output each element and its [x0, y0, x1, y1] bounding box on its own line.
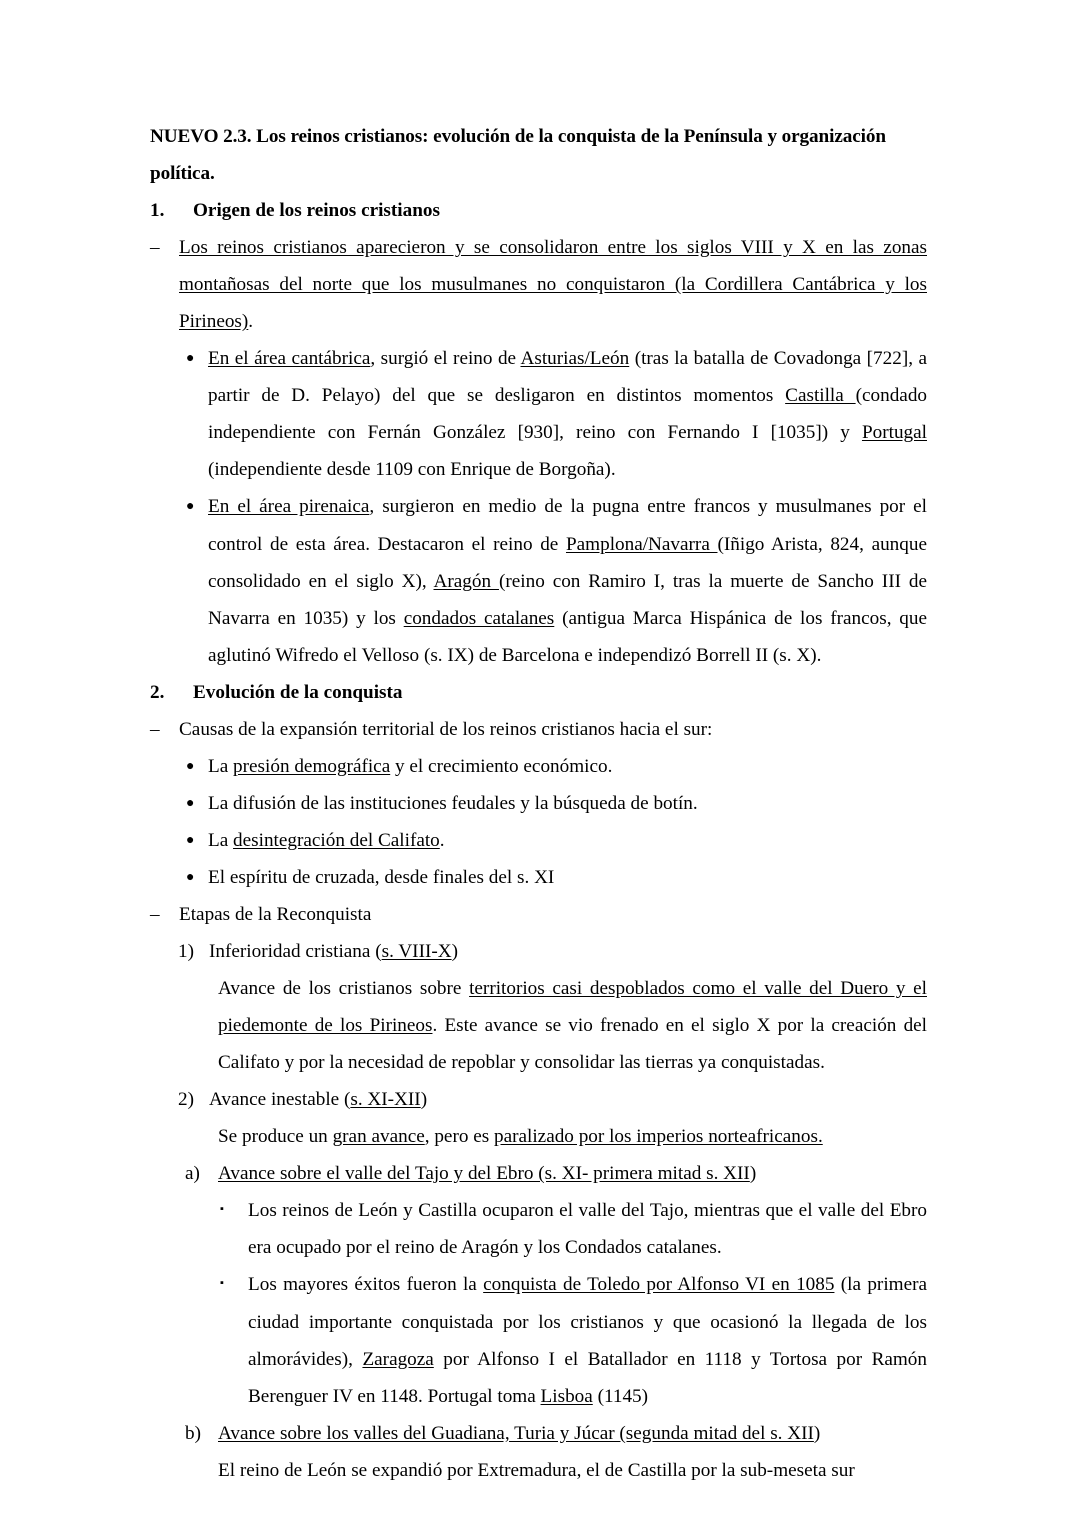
- plain-run: (antigua Marca Hispánica de los francos, que aglutinó Wifredo el Velloso (s. IX) de Barcelona e independizó Borrell II (s. X).: [208, 607, 927, 666]
- list-item: [150, 822, 927, 859]
- plain-run: ): [749, 1163, 757, 1185]
- plain-run: y el crecimiento económico.: [390, 755, 613, 777]
- list-item: [150, 340, 927, 488]
- underlined-run: s. VIII-X: [381, 941, 452, 963]
- plain-run: ): [420, 1089, 428, 1111]
- bullet-marker: ●: [186, 869, 195, 885]
- plain-run: , surgió el reino de: [370, 348, 521, 370]
- plain-run: por Alfonso I el Batallador en 1118 y Tortosa por Ramón Berenguer IV en 1148. Portugal toma: [248, 1348, 927, 1407]
- underlined-run: Pamplona/Navarra: [565, 533, 718, 555]
- plain-run: (la primera ciudad importante conquistada por los cristianos y que ocasionó la llegada de los almorávides),: [248, 1274, 927, 1370]
- plain-run: .: [439, 829, 445, 851]
- stage-paragraph: [150, 970, 927, 1081]
- lettered-title: [218, 1155, 927, 1192]
- square-bullet-text: [248, 1192, 927, 1266]
- plain-run: ): [451, 941, 458, 963]
- plain-run: Los reinos de León y Castilla ocuparon el valle del Tajo, mientras que el valle del Ebro era ocupado por el reino de Aragón y los Condados catalanes.: [248, 1200, 927, 1259]
- square-bullet-text: [248, 1266, 927, 1414]
- plain-run: Avance de los cristianos sobre: [218, 978, 470, 1000]
- bullet-marker: ●: [186, 795, 195, 811]
- plain-run: Avance inestable (: [209, 1089, 351, 1111]
- underlined-run: gran avance: [332, 1126, 425, 1148]
- list-item: [150, 1266, 927, 1414]
- bullet-text: [208, 748, 927, 785]
- underlined-run: Lisboa: [540, 1385, 593, 1407]
- plain-run: Inferioridad cristiana (: [209, 941, 382, 963]
- bullet-marker: ●: [186, 351, 195, 367]
- plain-run: (condado independiente con Fernán González [930], reino con Fernando I [1035]) y: [208, 385, 928, 444]
- dash-marker: –: [150, 718, 160, 740]
- dash-item-origin: [150, 229, 927, 340]
- underlined-run: Avance sobre los valles del Guadiana, Turia y Júcar (segunda mitad del s. XII: [218, 1422, 814, 1444]
- section-heading-2: [150, 674, 927, 711]
- bullet-marker: ●: [186, 832, 195, 848]
- section-heading-1: [150, 192, 927, 229]
- underlined-run: Portugal: [861, 422, 927, 444]
- plain-run: (Iñigo Arista, 824, aunque consolidado en el siglo X),: [208, 533, 927, 592]
- section-number: 1.: [150, 200, 165, 222]
- plain-run: (1145): [592, 1385, 649, 1407]
- underlined-run: Aragón: [433, 570, 499, 592]
- square-bullet-marker: ▪: [220, 1277, 224, 1290]
- lettered-paragraph: [150, 1452, 927, 1489]
- underlined-run: Zaragoza: [362, 1348, 434, 1370]
- stage-title: [209, 933, 927, 970]
- plain-run: , pero es: [424, 1126, 494, 1148]
- underlined-run: presión demográfica: [233, 755, 391, 777]
- numbered-list-item: [150, 1081, 927, 1118]
- plain-run: El espíritu de cruzada, desde finales del s. XI: [208, 866, 555, 888]
- plain-run: Se produce un: [218, 1126, 333, 1148]
- bullet-text: [208, 340, 927, 488]
- plain-run: (independiente desde 1109 con Enrique de Borgoña).: [208, 459, 616, 481]
- underlined-run: Avance sobre el valle del Tajo y del Ebro (s. XI- primera mitad s. XII: [218, 1163, 750, 1185]
- list-item: [150, 748, 927, 785]
- dash-item-text: Causas de la expansión territorial de los reinos cristianos hacia el sur:: [179, 718, 713, 740]
- underlined-run: En el área pirenaica: [208, 496, 370, 518]
- underlined-run: conquista de Toledo por Alfonso VI en 1085: [483, 1274, 835, 1296]
- underlined-run: desintegración del Califato: [233, 829, 440, 851]
- section-title: Origen de los reinos cristianos: [193, 200, 440, 222]
- underlined-run: Castilla: [785, 385, 856, 407]
- bullet-text: [208, 785, 927, 822]
- lettered-list-item: [150, 1415, 927, 1452]
- dash-marker: –: [150, 237, 160, 259]
- underlined-run: s. XI-XII: [350, 1089, 421, 1111]
- underlined-run: territorios casi despoblados como el valle del Duero y el piedemonte de los Pirineos: [218, 978, 927, 1037]
- list-item: [150, 785, 927, 822]
- plain-run: Los mayores éxitos fueron la: [248, 1274, 484, 1296]
- dash-item-text: [179, 229, 927, 340]
- plain-run: . Este avance se vio frenado en el siglo X por la creación del Califato y por la necesidad de repoblar y consolidar las tierras ya conquistadas.: [218, 1015, 928, 1074]
- underlined-run: Los reinos cristianos aparecieron y se consolidaron entre los siglos VIII y X en las zonas montañosas del norte que los musulmanes no conquistaron (la Cordillera Cantábrica y los Pirineos): [179, 237, 927, 333]
- underlined-run: En el área cantábrica: [208, 348, 371, 370]
- dash-item-stages: [150, 896, 927, 933]
- plain-run: (tras la batalla de Covadonga [722], a partir de D. Pelayo) del que se desligaron en distintos momentos: [208, 348, 928, 407]
- lettered-title: [218, 1415, 927, 1452]
- plain-run: .: [248, 311, 254, 333]
- plain-run: , surgieron en medio de la pugna entre francos y musulmanes por el control de esta área. Destacaron el reino de: [208, 496, 927, 555]
- stage-title: [209, 1081, 927, 1118]
- plain-run: ): [813, 1422, 821, 1444]
- letter-marker: a): [185, 1163, 200, 1185]
- plain-run: La: [208, 829, 234, 851]
- document-body: [150, 118, 927, 1489]
- underlined-run: condados catalanes: [403, 607, 555, 629]
- bullet-text: [208, 859, 927, 896]
- lettered-list-item: [150, 1155, 927, 1192]
- square-bullet-marker: ▪: [220, 1203, 224, 1216]
- bullet-marker: ●: [186, 499, 195, 515]
- bullet-text: [208, 822, 927, 859]
- list-item: [150, 488, 927, 673]
- plain-run: (reino con Ramiro I, tras la muerte de Sancho III de Navarra en 1035) y los: [208, 570, 927, 629]
- letter-marker: b): [185, 1422, 201, 1444]
- underlined-run: paralizado por los imperios norteafricanos.: [494, 1126, 823, 1148]
- list-item: [150, 859, 927, 896]
- section-title: Evolución de la conquista: [193, 681, 403, 703]
- section-number: 2.: [150, 681, 165, 703]
- plain-run: La difusión de las instituciones feudales y la búsqueda de botín.: [208, 792, 698, 814]
- ordered-marker: 2): [178, 1089, 194, 1111]
- ordered-marker: 1): [178, 941, 194, 963]
- dash-item-causes: [150, 711, 927, 748]
- plain-run: El reino de León se expandió por Extremadura, el de Castilla por la sub-meseta sur: [218, 1459, 855, 1481]
- bullet-marker: ●: [186, 758, 195, 774]
- numbered-list-item: [150, 933, 927, 970]
- page-title: NUEVO 2.3. Los reinos cristianos: evolución de la conquista de la Península y organización política.: [150, 126, 886, 185]
- plain-run: La: [208, 755, 234, 777]
- underlined-run: Asturias/León: [520, 348, 630, 370]
- dash-item-text: Etapas de la Reconquista: [179, 903, 372, 925]
- stage-paragraph: [150, 1118, 927, 1155]
- bullet-text: [208, 488, 927, 673]
- list-item: [150, 1192, 927, 1266]
- dash-marker: –: [150, 903, 160, 925]
